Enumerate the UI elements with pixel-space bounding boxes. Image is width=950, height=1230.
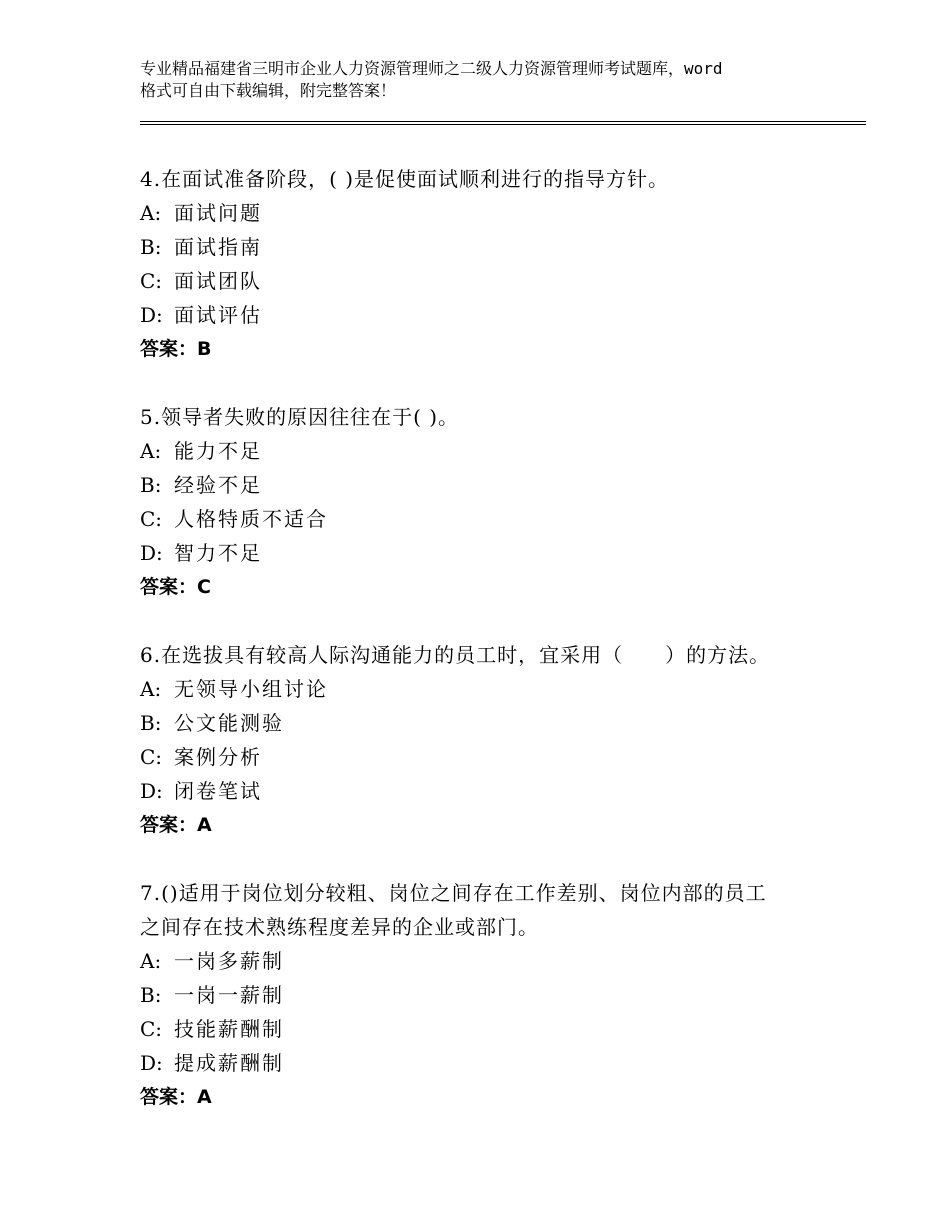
option-b [140,230,820,264]
question-stem: 5.领导者失败的原因往往在于( )。 [140,405,460,429]
option-letter: C: [140,507,163,531]
option-text: 提成薪酬制 [174,1051,284,1075]
option-letter: D: [140,303,163,327]
option-text: 公文能测验 [174,711,284,735]
header-divider-bottom [140,124,866,125]
option-text: 技能薪酬制 [174,1017,284,1041]
option-text: 一岗多薪制 [174,949,284,973]
option-b [140,978,820,1012]
option-text: 无领导小组讨论 [174,677,328,701]
question-stem: 6.在选拔具有较高人际沟通能力的员工时，宜采用（ ）的方法。 [140,643,771,667]
option-letter: D: [140,1051,163,1075]
option-text: 面试评估 [174,303,262,327]
option-a [140,196,820,230]
option-d [140,536,820,570]
header-divider-top [140,121,866,122]
option-c [140,740,820,774]
answer-label: 答案：C [140,576,211,598]
option-c [140,1012,820,1046]
option-c [140,264,820,298]
question-6 [140,638,820,842]
option-letter: B: [140,473,162,497]
option-letter: A: [140,439,162,463]
option-text: 面试问题 [174,201,262,225]
question-5 [140,400,820,604]
option-text: 能力不足 [174,439,262,463]
option-text: 一岗一薪制 [174,983,284,1007]
option-d [140,774,820,808]
option-letter: C: [140,269,163,293]
header-line-2: 格式可自由下载编辑，附完整答案！ [140,81,397,100]
option-text: 智力不足 [174,541,262,565]
option-letter: C: [140,1017,163,1041]
answer-label: 答案：B [140,338,212,360]
option-letter: A: [140,949,162,973]
option-letter: A: [140,677,162,701]
option-text: 案例分析 [174,745,262,769]
question-stem: 4.在面试准备阶段，( )是促使面试顺利进行的指导方针。 [140,167,670,191]
option-letter: C: [140,745,163,769]
option-letter: B: [140,983,162,1007]
option-d [140,298,820,332]
option-text: 经验不足 [174,473,262,497]
header-line-1: 专业精品福建省三明市企业人力资源管理师之二级人力资源管理师考试题库，word [140,59,723,78]
option-text: 面试团队 [174,269,262,293]
document-header [140,58,840,102]
option-a [140,672,820,706]
question-7 [140,876,820,1114]
question-4 [140,162,820,366]
option-text: 人格特质不适合 [174,507,328,531]
question-stem-line-1: 7.()适用于岗位划分较粗、岗位之间存在工作差别、岗位内部的员工 [140,881,767,905]
answer-label: 答案：A [140,814,212,836]
option-b [140,468,820,502]
option-letter: A: [140,201,162,225]
option-a [140,434,820,468]
option-letter: D: [140,541,163,565]
answer-label: 答案：A [140,1086,212,1108]
option-text: 闭卷笔试 [174,779,262,803]
option-c [140,502,820,536]
option-b [140,706,820,740]
option-letter: D: [140,779,163,803]
option-letter: B: [140,235,162,259]
option-text: 面试指南 [174,235,262,259]
option-d [140,1046,820,1080]
option-a [140,944,820,978]
option-letter: B: [140,711,162,735]
question-stem-line-2: 之间存在技术熟练程度差异的企业或部门。 [140,915,539,939]
